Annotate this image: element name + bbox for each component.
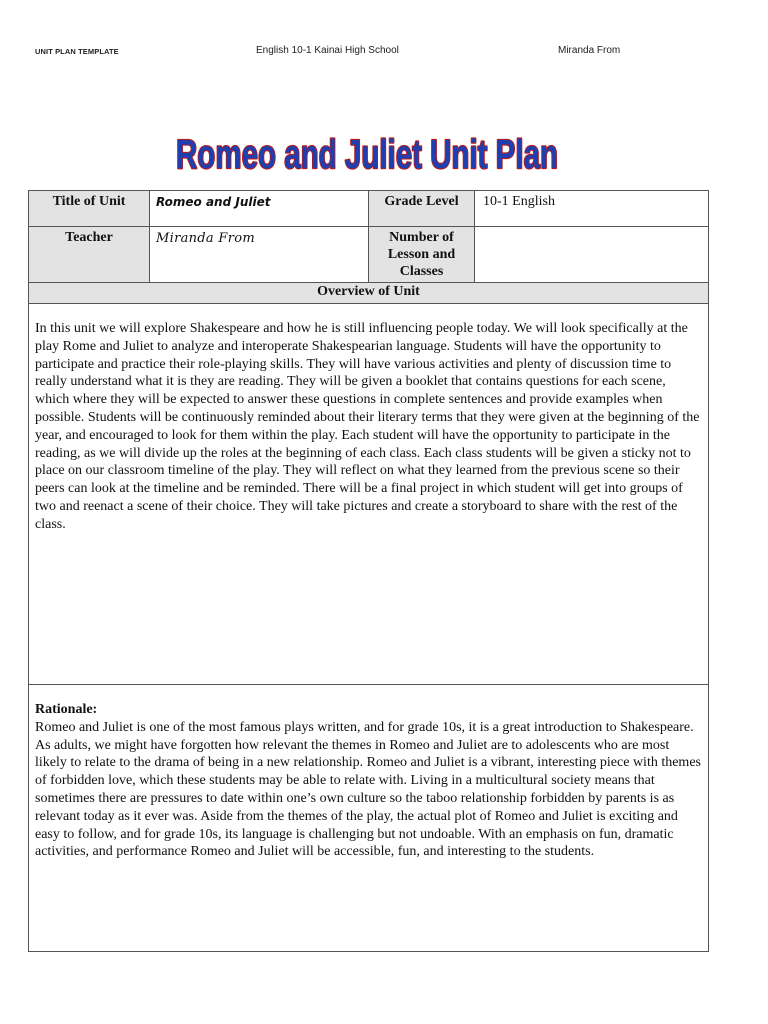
grade-level-value: 10-1 English bbox=[475, 191, 709, 227]
title-of-unit-value: Romeo and Juliet bbox=[150, 191, 369, 227]
table-row-title bbox=[29, 191, 709, 227]
teacher-value: Miranda From bbox=[150, 227, 369, 283]
table-row-overview-header bbox=[29, 283, 709, 304]
header-course-label: English 10-1 Kainai High School bbox=[256, 45, 399, 56]
table-row-rationale bbox=[29, 685, 709, 952]
rationale-section bbox=[29, 685, 709, 952]
header-author-label: Miranda From bbox=[558, 45, 621, 56]
overview-heading: Overview of Unit bbox=[29, 283, 709, 304]
grade-level-label: Grade Level bbox=[369, 191, 475, 227]
page-title-text: Romeo and Juliet Unit Plan bbox=[176, 131, 558, 177]
unit-plan-table bbox=[28, 190, 709, 952]
page-title bbox=[0, 118, 768, 180]
teacher-label: Teacher bbox=[29, 227, 150, 283]
rationale-text: Romeo and Juliet is one of the most famous plays written, and for grade 10s, it is a great introduction to Shakespeare. As adults, we might have forgotten how relevant the themes in Romeo and Juliet are to adolescents who are most likely to relate to the drama of being in a new relationship. Romeo and Juliet is a vibrant, interesting piece with themes of forbidden love, which these students may be able to relate with. Living in a multicultural society means that sometimes there are pressures to date within one’s own culture so the taboo relationship forbidden by parents is as relevant today as it ever was. Aside from the themes of the play, the actual plot of Romeo and Juliet is exciting and easy to follow, and for grade 10s, its language is challenging but not undoable. With an emphasis on fun, dramatic activities, and performance Romeo and Juliet will be accessible, fun, and interesting to the students. bbox=[35, 719, 701, 860]
header-template-label: UNIT PLAN TEMPLATE bbox=[35, 47, 119, 56]
lessons-label: Number of Lesson and Classes bbox=[369, 227, 475, 283]
overview-text: In this unit we will explore Shakespeare and how he is still influencing people today. We will look specifically at the play Rome and Juliet to analyze and interoperate Shakespearian language. Students will have the opportunity to participate and practice their role-playing skills. They will have various activities and plenty of discussion time to really understand what it is they are reading. They will be given a booklet that contains questions for each scene, which where they will be expected to answer these questions in complete sentences and provide examples when possible. Students will be continuously reminded about their literary terms that they were given at the beginning of the year, and encouraged to look for them within the play. Each student will have the opportunity to participate in the reading, as we will divide up the roles at the beginning of each class. Each class students will be given a sticky not to place on our classroom timeline of the play. They will reflect on what they learned from the previous scene so their peers can look at the timeline and be reminded. There will be a final project in which student will get into groups of two and reenact a scene of their choice. They will take pictures and create a storyboard to share with the rest of the class. bbox=[29, 304, 709, 685]
table-row-overview bbox=[29, 304, 709, 685]
lessons-value bbox=[475, 227, 709, 283]
rationale-heading: Rationale: bbox=[35, 702, 98, 717]
table-row-teacher bbox=[29, 227, 709, 283]
title-of-unit-label: Title of Unit bbox=[29, 191, 150, 227]
